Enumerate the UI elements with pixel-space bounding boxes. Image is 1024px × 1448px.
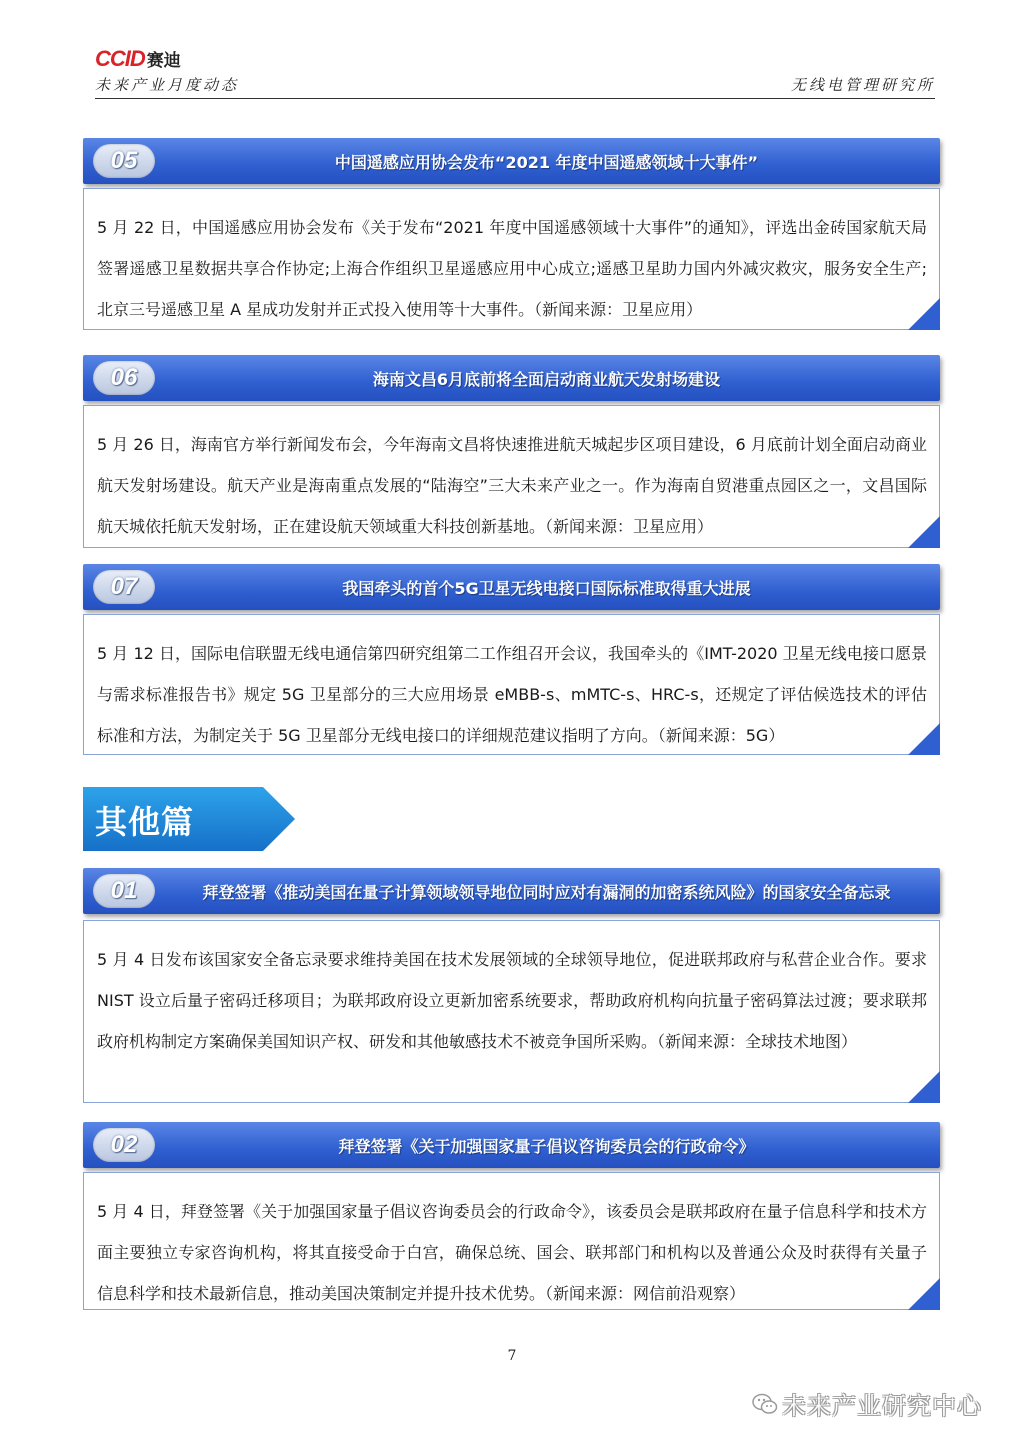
news-title-bar: [83, 1122, 940, 1168]
logo-name: 赛迪: [146, 51, 181, 71]
news-body: 5 月 26 日，海南官方举行新闻发布会，今年海南文昌将快速推进航天城起步区项目建设，6 月底前计划全面启动商业航天发射场建设。航天产业是海南重点发展的“陆海空”三大未来产业之一。作为海南自贸港重点园区之一，文昌国际航天城依托航天发射场，正在建设航天领域重大科技创新基地。（新闻来源：卫星应用）: [97, 435, 927, 536]
news-body: 5 月 12 日，国际电信联盟无线电通信第四研究组第二工作组召开会议，我国牵头的《IMT-2020 卫星无线电接口愿景与需求标准报告书》规定 5G 卫星部分的三大应用场景 eMBB-s、mMTC-s、HRC-s，还规定了评估候选技术的评估标准和方法，为制定关于 5G 卫星部分无线电接口的详细规范建议指明了方向。（新闻来源：5G）: [97, 644, 927, 745]
news-body-box: [83, 405, 940, 548]
item-number-badge: 06: [93, 361, 155, 395]
news-title: 海南文昌6月底前将全面启动商业航天发射场建设: [372, 369, 721, 389]
corner-triangle-decoration: [908, 723, 940, 755]
section-title: 其他篇: [95, 803, 195, 841]
item-number-badge: 07: [93, 570, 155, 604]
corner-triangle-decoration: [908, 298, 940, 330]
news-title: 中国遥感应用协会发布“2021 年度中国遥感领域十大事件”: [334, 152, 759, 172]
logo-mark: CCID: [95, 46, 145, 71]
item-number-badge: 05: [93, 144, 155, 178]
header-right-title: 无线电管理研究所: [790, 76, 935, 94]
news-body-box: [83, 920, 940, 1103]
item-number-badge: 02: [93, 1128, 155, 1162]
news-title: 拜登签署《关于加强国家量子倡议咨询委员会的行政命令》: [338, 1136, 755, 1156]
section-banner: [83, 787, 295, 851]
page-number: 7: [507, 1348, 517, 1364]
news-body-box: [83, 1172, 940, 1310]
news-title: 我国牵头的首个5G卫星无线电接口国际标准取得重大进展: [342, 578, 751, 598]
page-header: [95, 44, 935, 100]
news-title: 拜登签署《推动美国在量子计算领域领导地位同时应对有漏洞的加密系统风险》的国家安全备忘录: [202, 882, 891, 902]
corner-triangle-decoration: [908, 1071, 940, 1103]
news-body-box: [83, 188, 940, 330]
news-body-box: [83, 614, 940, 755]
watermark-text: 未来产业研究中心: [782, 1392, 982, 1420]
news-body: 5 月 4 日，拜登签署《关于加强国家量子倡议咨询委员会的行政命令》，该委员会是联邦政府在量子信息科学和技术方面主要独立专家咨询机构，将其直接受命于白宫，确保总统、国会、联邦部门和机构以及普通公众及时获得有关量子信息科学和技术最新信息，推动美国决策制定并提升技术优势。（新闻来源：网信前沿观察）: [97, 1202, 927, 1303]
corner-triangle-decoration: [908, 516, 940, 548]
ccid-logo: [95, 46, 181, 72]
news-body: 5 月 22 日，中国遥感应用协会发布《关于发布“2021 年度中国遥感领域十大事件”的通知》，评选出金砖国家航天局签署遥感卫星数据共享合作协定;上海合作组织卫星遥感应用中心成立;遥感卫星助力国内外减灾救灾，服务安全生产;北京三号遥感卫星 A 星成功发射并正式投入使用等十大事件。（新闻来源：卫星应用）: [97, 218, 927, 319]
news-title-bar: [83, 564, 940, 610]
news-title-bar: [83, 868, 940, 914]
news-body: 5 月 4 日发布该国家安全备忘录要求维持美国在技术发展领域的全球领导地位，促进联邦政府与私营企业合作。要求 NIST 设立后量子密码迁移项目；为联邦政府设立更新加密系统要求，帮助政府机构向抗量子密码算法过渡；要求联邦政府机构制定方案确保美国知识产权、研发和其他敏感技术不被竞争国所采购。（新闻来源：全球技术地图）: [97, 950, 927, 1051]
header-divider: [95, 98, 935, 99]
corner-triangle-decoration: [908, 1278, 940, 1310]
news-title-bar: [83, 138, 940, 184]
wechat-icon: [752, 1393, 778, 1415]
news-title-bar: [83, 355, 940, 401]
header-left-title: 未来产业月度动态: [95, 76, 240, 94]
watermark: [752, 1386, 982, 1421]
item-number-badge: 01: [93, 874, 155, 908]
